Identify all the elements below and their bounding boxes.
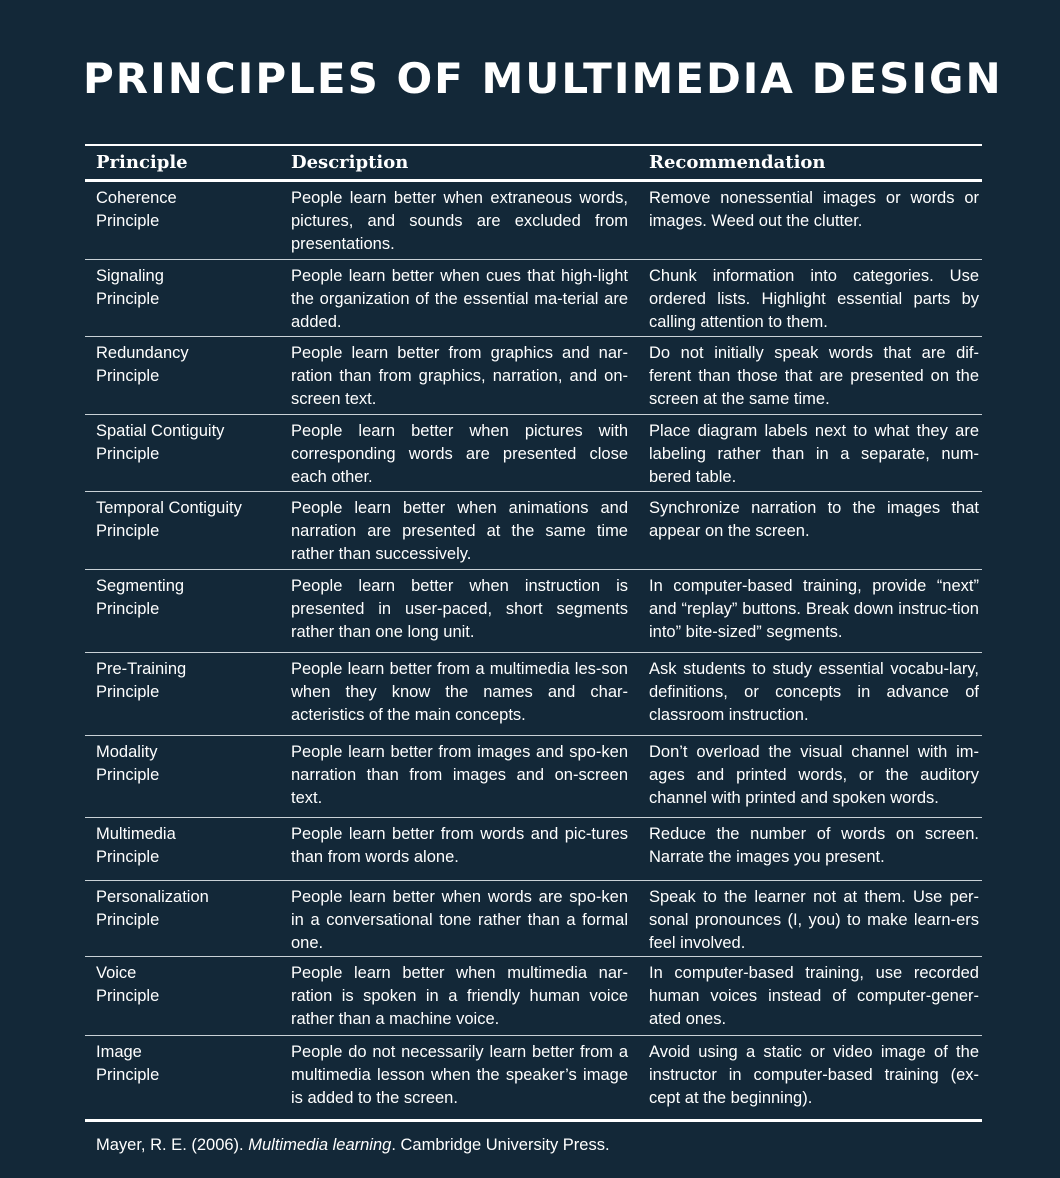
- table-row: [85, 260, 982, 337]
- principle-cell: [85, 415, 280, 491]
- principle-suffix: Principle: [96, 445, 160, 463]
- description-cell: People learn better when cues that high-light the organization of the essential ma-terial are added.: [291, 267, 628, 331]
- principle-suffix: Principle: [96, 600, 160, 618]
- recommendation-cell: Chunk information into categories. Use ordered lists. Highlight essential parts by calling attention to them.: [649, 267, 979, 331]
- description-cell: People learn better from a multimedia les-son when they know the names and char-acteristics of the main concepts.: [291, 660, 628, 724]
- recommendation-cell: Place diagram labels next to what they are labeling rather than in a separate, num-bered table.: [649, 422, 979, 486]
- table-row: [85, 818, 982, 881]
- principle-suffix: Principle: [96, 848, 160, 866]
- description-cell: People learn better from graphics and nar-ration than from graphics, narration, and on-screen text.: [291, 344, 628, 408]
- principle-suffix: Principle: [96, 987, 160, 1005]
- header-description: Description: [291, 152, 409, 173]
- recommendation-cell: Don’t overload the visual channel with im-ages and printed words, or the auditory channel with printed and spoken words.: [649, 743, 979, 807]
- principle-suffix: Principle: [96, 212, 160, 230]
- principle-cell: [85, 736, 280, 817]
- table-row: [85, 1036, 982, 1122]
- principle-name: Personalization: [96, 888, 209, 906]
- table-row: [85, 957, 982, 1036]
- principle-name: Signaling: [96, 267, 164, 285]
- recommendation-cell: In computer-based training, provide “next” and “replay” buttons. Break down instruc-tion into” bite-sized” segments.: [649, 577, 979, 641]
- table-body: [85, 182, 982, 1122]
- table-row: [85, 182, 982, 260]
- principle-cell: [85, 337, 280, 414]
- principle-name: Multimedia: [96, 825, 176, 843]
- principle-name: Spatial Contiguity: [96, 422, 225, 440]
- table-row: [85, 337, 982, 415]
- description-cell: People learn better when animations and narration are presented at the same time rather than successively.: [291, 499, 628, 563]
- principles-table: [85, 144, 982, 1122]
- description-cell: People learn better when pictures with corresponding words are presented close each other.: [291, 422, 628, 486]
- principle-name: Segmenting: [96, 577, 185, 595]
- principle-name: Image: [96, 1043, 142, 1061]
- recommendation-cell: Speak to the learner not at them. Use per-sonal pronounces (I, you) to make learn-ers feel involved.: [649, 888, 979, 952]
- recommendation-cell: Remove nonessential images or words or images. Weed out the clutter.: [649, 189, 979, 230]
- principle-suffix: Principle: [96, 290, 160, 308]
- recommendation-cell: In computer-based training, use recorded human voices instead of computer-gener-ated ones.: [649, 964, 979, 1028]
- table-row: [85, 653, 982, 736]
- principle-suffix: Principle: [96, 766, 160, 784]
- principle-name: Voice: [96, 964, 137, 982]
- citation-title: Multimedia learning: [248, 1136, 392, 1154]
- principle-cell: [85, 570, 280, 652]
- principle-name: Pre-Training: [96, 660, 187, 678]
- principle-name: Redundancy: [96, 344, 189, 362]
- recommendation-cell: Ask students to study essential vocabu-lary, definitions, or concepts in advance of classroom instruction.: [649, 660, 979, 724]
- header-recommendation: Recommendation: [649, 152, 826, 173]
- description-cell: People do not necessarily learn better from a multimedia lesson when the speaker’s image is added to the screen.: [291, 1043, 628, 1107]
- principle-name: Temporal Contiguity: [96, 499, 242, 517]
- recommendation-cell: Avoid using a static or video image of the instructor in computer-based training (ex-cept at the beginning).: [649, 1043, 979, 1107]
- table-row: [85, 492, 982, 570]
- description-cell: People learn better when words are spo-ken in a conversational tone rather than a formal one.: [291, 888, 628, 952]
- table-row: [85, 736, 982, 818]
- citation-authors: Mayer, R. E. (2006).: [96, 1136, 249, 1154]
- principle-suffix: Principle: [96, 911, 160, 929]
- principle-suffix: Principle: [96, 522, 160, 540]
- principle-cell: [85, 818, 280, 880]
- recommendation-cell: Reduce the number of words on screen. Narrate the images you present.: [649, 825, 979, 866]
- principle-suffix: Principle: [96, 683, 160, 701]
- principle-cell: [85, 492, 280, 569]
- table-header-row: [85, 146, 982, 182]
- description-cell: People learn better when instruction is presented in user-paced, short segments rather than one long unit.: [291, 577, 628, 641]
- header-principle: Principle: [96, 152, 188, 173]
- page-title: PRINCIPLES OF MULTIMEDIA DESIGN: [83, 54, 1003, 103]
- principle-name: Coherence: [96, 189, 177, 207]
- principle-cell: [85, 881, 280, 956]
- description-cell: People learn better when extraneous words, pictures, and sounds are excluded from presentations.: [291, 189, 628, 253]
- principle-suffix: Principle: [96, 1066, 160, 1084]
- table-row: [85, 881, 982, 957]
- description-cell: People learn better from images and spo-ken narration than from images and on-screen text.: [291, 743, 628, 807]
- principle-cell: [85, 182, 280, 259]
- recommendation-cell: Synchronize narration to the images that appear on the screen.: [649, 499, 979, 540]
- description-cell: People learn better from words and pic-tures than from words alone.: [291, 825, 628, 866]
- table-row: [85, 570, 982, 653]
- principle-cell: [85, 260, 280, 336]
- principle-name: Modality: [96, 743, 158, 761]
- table-row: [85, 415, 982, 492]
- principle-cell: [85, 957, 280, 1035]
- citation: [96, 1136, 610, 1155]
- principle-cell: [85, 653, 280, 735]
- description-cell: People learn better when multimedia nar-ration is spoken in a friendly human voice rather than a machine voice.: [291, 964, 628, 1028]
- principle-suffix: Principle: [96, 367, 160, 385]
- recommendation-cell: Do not initially speak words that are dif-ferent than those that are presented on the screen at the same time.: [649, 344, 979, 408]
- principle-cell: [85, 1036, 280, 1119]
- citation-publisher: . Cambridge University Press.: [391, 1136, 610, 1154]
